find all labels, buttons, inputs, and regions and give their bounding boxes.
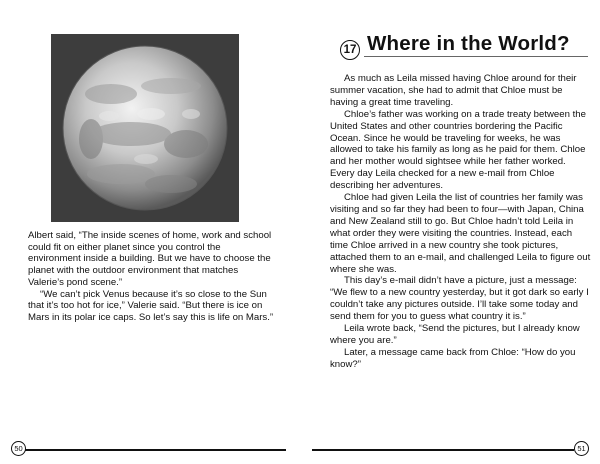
right-paragraph-2: Chloe’s father was working on a trade treaty between the United States and other countries bordering the Pacific Ocean. Since he would be traveling for weeks, he was allowed to take his family as long as he paid for them. Chloe and her mother would sightsee while her father worked. Every day Leila checked for a new e-mail from Chloe describing her adventures. [330,108,586,192]
right-paragraph-4: This day’s e-mail didn’t have a picture, just a message: “We flew to a new country yesterday, but it got dark so early I couldn’t take any pictures outside. I’ll take some today and send them for you to guess what country it is.” [330,275,589,323]
chapter-title: Where in the World? [367,32,570,55]
right-paragraph-1: As much as Leila missed having Chloe around for their summer vacation, she had to admit that Chloe must be having a great time traveling. [330,73,577,108]
left-page-number: 50 [11,441,26,456]
left-footer-rule [24,449,286,451]
mars-planet-image [51,34,239,222]
right-page-body [330,73,592,371]
left-paragraph-1: Albert said, “The inside scenes of home, work and school could fit on either planet since you control the environment inside a building. But we have to choose the planet with the outdoor environment that matches Valerie’s pond scene.” [28,230,272,288]
right-paragraph-3: Chloe had given Leila the list of countries her family was visiting and so far they had been to four—with Japan, China and New Zealand still to go. But Chloe hadn’t told Leila in what order they were visiting the countries. Instead, each time Chloe arrived in a new country she took pictures, attached them to an e-mail, and challenged Leila to figure out where she was. [330,192,591,275]
right-page-number: 51 [574,441,589,456]
chapter-heading [340,32,590,64]
chapter-number-badge: 17 [340,40,360,60]
left-page-body [28,230,274,324]
chapter-title-underline [364,56,588,57]
right-paragraph-5: Leila wrote back, “Send the pictures, but I already know where you are.” [330,323,580,346]
right-footer-rule [312,449,574,451]
left-paragraph-2: “We can’t pick Venus because it’s so close to the Sun that it’s too hot for ice,” Valerie said. “But there is ice on Mars in its polar ice caps. So let’s say this is life on Mars.” [28,288,274,323]
right-paragraph-6: Later, a message came back from Chloe: “How do you know?” [330,346,576,370]
